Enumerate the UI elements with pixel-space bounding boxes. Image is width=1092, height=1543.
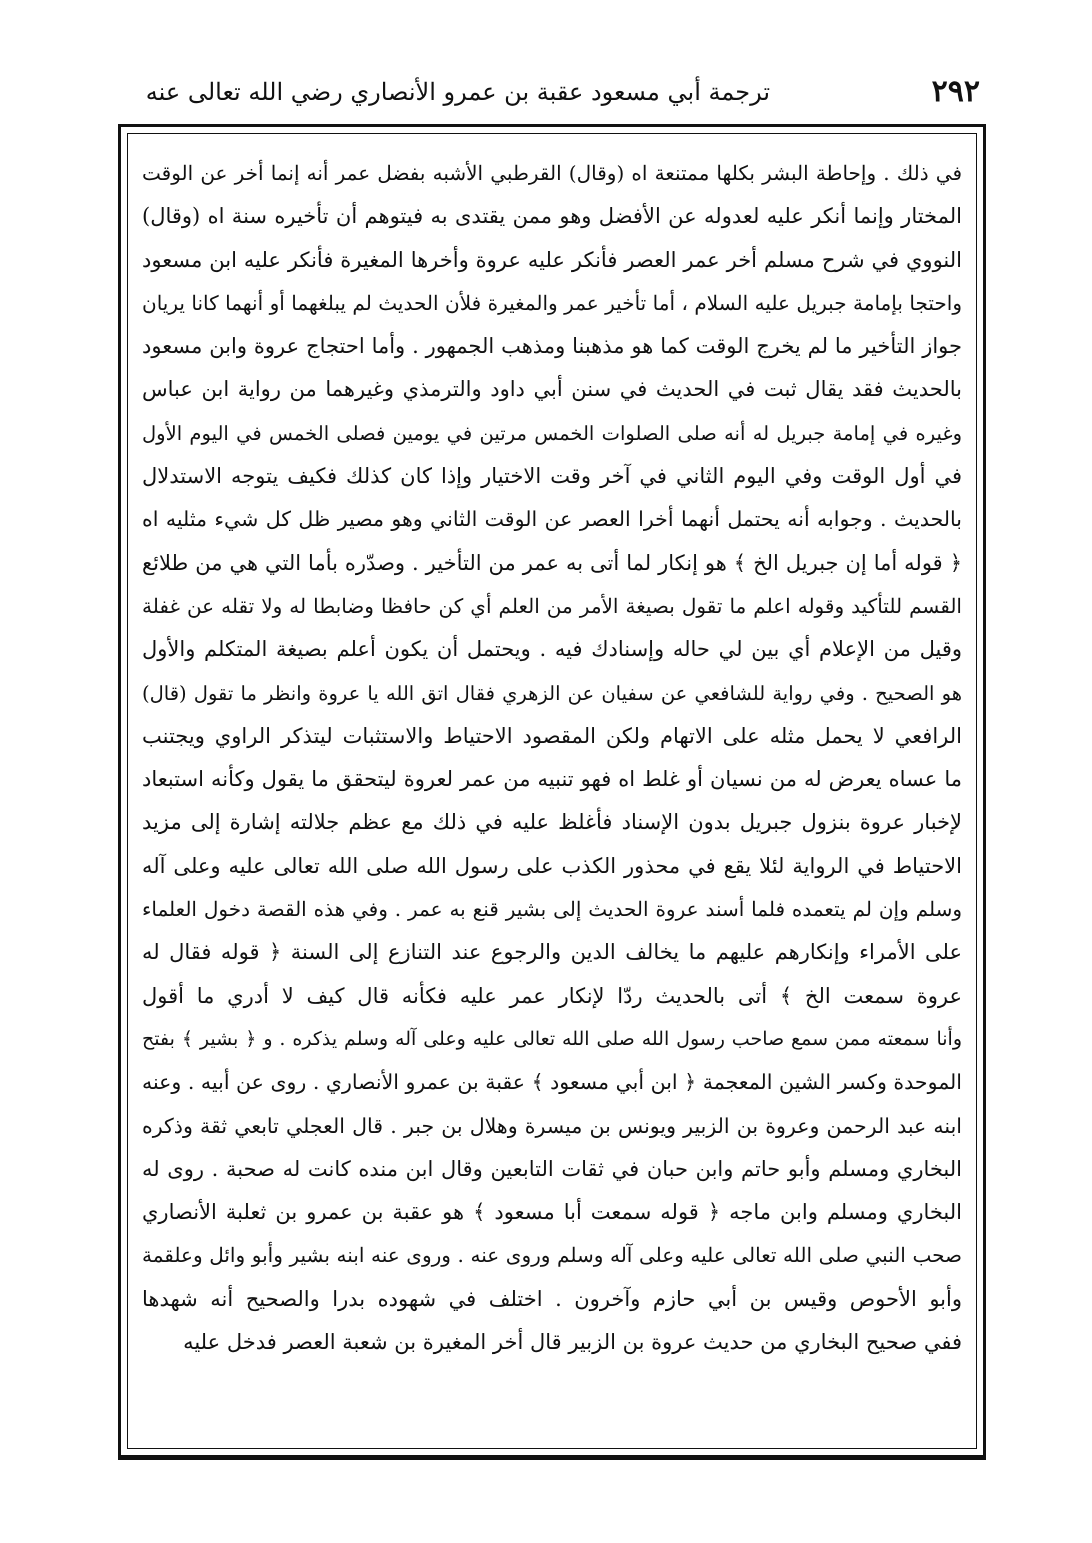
text-line: وغيره في إمامة جبريل له أنه صلى الصلوات الخمس مرتين في يومين فصلى الخمس في اليوم الأول <box>142 421 962 445</box>
text-line: ما عساه يعرض له من نسيان أو غلط اه فهو تنبيه من عمر لعروة ليتحقق ما يقول وكأنه استبعاد <box>142 767 962 792</box>
text-line: الموحدة وكسر الشين المعجمة ﴿ ابن أبي مسعود ﴾ عقبة بن عمرو الأنصاري . روى عن أبيه . وعنه <box>142 1070 962 1095</box>
text-body <box>142 152 962 1364</box>
text-line: المختار وإنما أنكر عليه لعدوله عن الأفضل وهو ممن يقتدى به فيتوهم أن تأخيره سنة اه (وقال) <box>142 204 962 229</box>
text-line: على الأمراء وإنكارهم عليهم ما يخالف الدين والرجوع عند التنازع إلى السنة ﴿ قوله فقال له <box>142 940 962 965</box>
text-line: بالحديث . وجوابه أنه يحتمل أنهما أخرا العصر عن الوقت الثاني وهو مصير ظل كل شيء مثليه اه <box>142 507 962 532</box>
page-header <box>120 70 980 120</box>
text-line: وأبو الأحوص وقيس بن أبي حازم وآخرون . اختلف في شهوده بدرا والصحيح أنه شهدها <box>142 1286 962 1311</box>
text-line: ﴿ قوله أما إن جبريل الخ ﴾ هو إنكار لما أتى به عمر من التأخير . وصدّره بأما التي هي من طلائع <box>142 550 962 575</box>
text-line: ففي صحيح البخاري من حديث عروة بن الزبير قال أخر المغيرة بن شعبة العصر فدخل عليه <box>183 1330 962 1355</box>
text-line: عروة سمعت الخ ﴾ أتى بالحديث ردّا لإنكار عمر عليه فكأنه قال كيف لا أدري ما أقول <box>142 983 962 1008</box>
running-title: ترجمة أبي مسعود عقبة بن عمرو الأنصاري رضي الله تعالى عنه <box>145 78 770 106</box>
text-line: وقيل من الإعلام أي بين لي حاله وإسنادك فيه . ويحتمل أن يكون أعلم بصيغة المتكلم والأول <box>142 637 962 662</box>
page-number: ٢٩٢ <box>931 74 980 109</box>
text-line: بالحديث فقد يقال ثبت في الحديث في سنن أبي داود والترمذي وغيرهما من رواية ابن عباس <box>142 377 962 402</box>
text-line: البخاري ومسلم وأبو حاتم وابن حبان في ثقات التابعين وقال ابن منده كانت له صحبة . روى له <box>142 1156 962 1181</box>
text-line: لإخبار عروة بنزول جبريل بدون الإسناد فأغلظ عليه في ذلك مع عظم جلالته إشارة إلى مزيد <box>142 810 962 835</box>
text-line: النووي في شرح مسلم أخر عمر العصر فأنكر عليه عروة وأخرها المغيرة فأنكر عليه ابن مسعود <box>142 247 962 272</box>
text-line: صحب النبي صلى الله تعالى عليه وعلى آله وسلم وروى عنه . وروى عنه ابنه بشير وأبو وائل وعلقمة <box>142 1243 962 1268</box>
page-frame-inner <box>127 133 977 1449</box>
text-line: في أول الوقت وفي اليوم الثاني في آخر وقت الاختيار وإذا كان كذلك فكيف يتوجه الاستدلال <box>142 464 962 489</box>
text-line: واحتجا بإمامة جبريل عليه السلام ، أما تأخير عمر والمغيرة فلأن الحديث لم يبلغهما أو أنهما كانا يريان <box>142 290 962 315</box>
text-line: هو الصحيح . وفي رواية للشافعي عن سفيان عن الزهري فقال اتق الله يا عروة وانظر ما تقول (قال) <box>142 681 962 705</box>
page-frame <box>118 124 986 1460</box>
text-line: ابنه عبد الرحمن وعروة بن الزبير ويونس بن ميسرة وهلال بن جبر . قال العجلي تابعي ثقة وذكره <box>142 1113 962 1138</box>
text-line: وأنا سمعته ممن سمع صاحب رسول الله صلى الله تعالى عليه وعلى آله وسلم يذكره . و ﴿ بشير ﴾ بفتح <box>142 1027 962 1050</box>
text-line: في ذلك . وإحاطة البشر بكلها ممتنعة اه (وقال) القرطبي الأشبه بفضل عمر أنه إنما أخر عن الوقت <box>142 161 962 185</box>
text-line: الرافعي لا يحمل مثله على الاتهام ولكن المقصود الاحتياط والاستثبات ليتذكر الراوي ويجتنب <box>142 723 962 748</box>
text-line: جواز التأخير ما لم يخرج الوقت كما هو مذهبنا ومذهب الجمهور . وأما احتجاج عروة وابن مسعود <box>142 334 962 359</box>
text-line: البخاري ومسلم وابن ماجه ﴿ قوله سمعت أبا مسعود ﴾ هو عقبة بن عمرو بن ثعلبة الأنصاري <box>142 1200 962 1225</box>
text-line: الاحتياط في الرواية لئلا يقع في محذور الكذب على رسول الله صلى الله تعالى عليه وعلى آله <box>142 853 962 878</box>
text-line: وسلم وإن لم يتعمده فلما أسند عروة الحديث إلى بشير قنع به عمر . وفي هذه القصة دخول العلماء <box>142 897 962 922</box>
bottom-rule <box>121 1455 983 1459</box>
text-line: القسم للتأكيد وقوله اعلم ما تقول بصيغة الأمر من العلم أي كن حافظا وضابطا له ولا تقله عن غفلة <box>142 593 962 618</box>
